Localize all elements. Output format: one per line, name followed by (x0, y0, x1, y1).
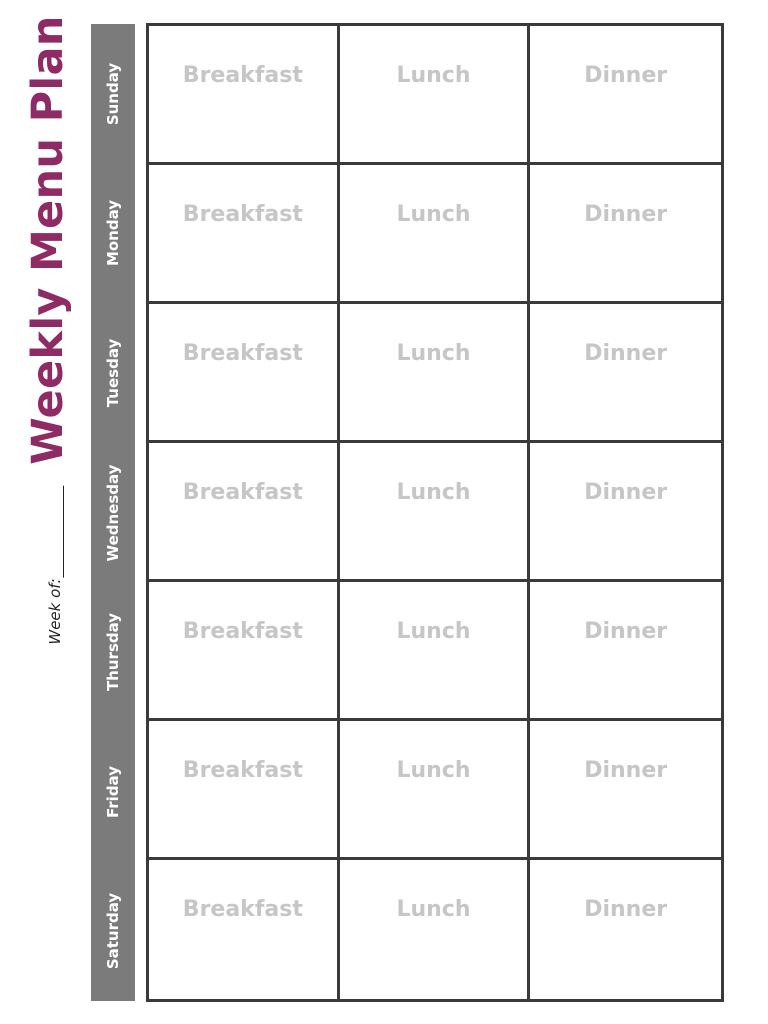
meal-cell-sunday-lunch[interactable]: Lunch (340, 26, 531, 165)
meal-cell-sunday-breakfast[interactable]: Breakfast (149, 26, 340, 165)
day-label-text: Friday (104, 765, 122, 818)
day-label-text: Tuesday (104, 338, 122, 408)
menu-grid (146, 23, 724, 1002)
meal-cell-tuesday-dinner[interactable]: Dinner (530, 304, 721, 443)
day-label-text: Thursday (104, 613, 122, 692)
day-label-friday (91, 765, 135, 818)
day-label-text: Monday (104, 200, 122, 267)
day-label-thursday (91, 613, 135, 692)
meal-cell-sunday-dinner[interactable]: Dinner (530, 26, 721, 165)
meal-cell-saturday-lunch[interactable]: Lunch (340, 860, 531, 999)
day-label-text: Sunday (104, 62, 122, 125)
day-label-monday (91, 200, 135, 267)
page-title: Weekly Menu Plan (23, 15, 73, 465)
meal-cell-monday-breakfast[interactable]: Breakfast (149, 165, 340, 304)
day-label-saturday (91, 893, 135, 970)
meal-cell-monday-dinner[interactable]: Dinner (530, 165, 721, 304)
day-label-sunday (91, 62, 135, 125)
meal-cell-thursday-breakfast[interactable]: Breakfast (149, 582, 340, 721)
week-of-field (46, 485, 64, 644)
day-label-tuesday (91, 338, 135, 408)
meal-cell-tuesday-lunch[interactable]: Lunch (340, 304, 531, 443)
meal-cell-friday-dinner[interactable]: Dinner (530, 721, 721, 860)
meal-cell-wednesday-breakfast[interactable]: Breakfast (149, 443, 340, 582)
week-of-label: Week of: (46, 578, 64, 645)
meal-cell-saturday-breakfast[interactable]: Breakfast (149, 860, 340, 999)
week-of-blank-line (49, 485, 64, 577)
day-label-text: Saturday (104, 893, 122, 970)
meal-cell-thursday-dinner[interactable]: Dinner (530, 582, 721, 721)
day-label-text: Wednesday (104, 464, 122, 561)
meal-cell-thursday-lunch[interactable]: Lunch (340, 582, 531, 721)
day-label-strip (91, 24, 135, 1001)
meal-cell-friday-breakfast[interactable]: Breakfast (149, 721, 340, 860)
meal-cell-wednesday-lunch[interactable]: Lunch (340, 443, 531, 582)
meal-cell-wednesday-dinner[interactable]: Dinner (530, 443, 721, 582)
meal-cell-friday-lunch[interactable]: Lunch (340, 721, 531, 860)
meal-cell-tuesday-breakfast[interactable]: Breakfast (149, 304, 340, 443)
meal-cell-saturday-dinner[interactable]: Dinner (584, 897, 668, 922)
day-label-wednesday (91, 464, 135, 561)
meal-cell-monday-lunch[interactable]: Lunch (340, 165, 531, 304)
